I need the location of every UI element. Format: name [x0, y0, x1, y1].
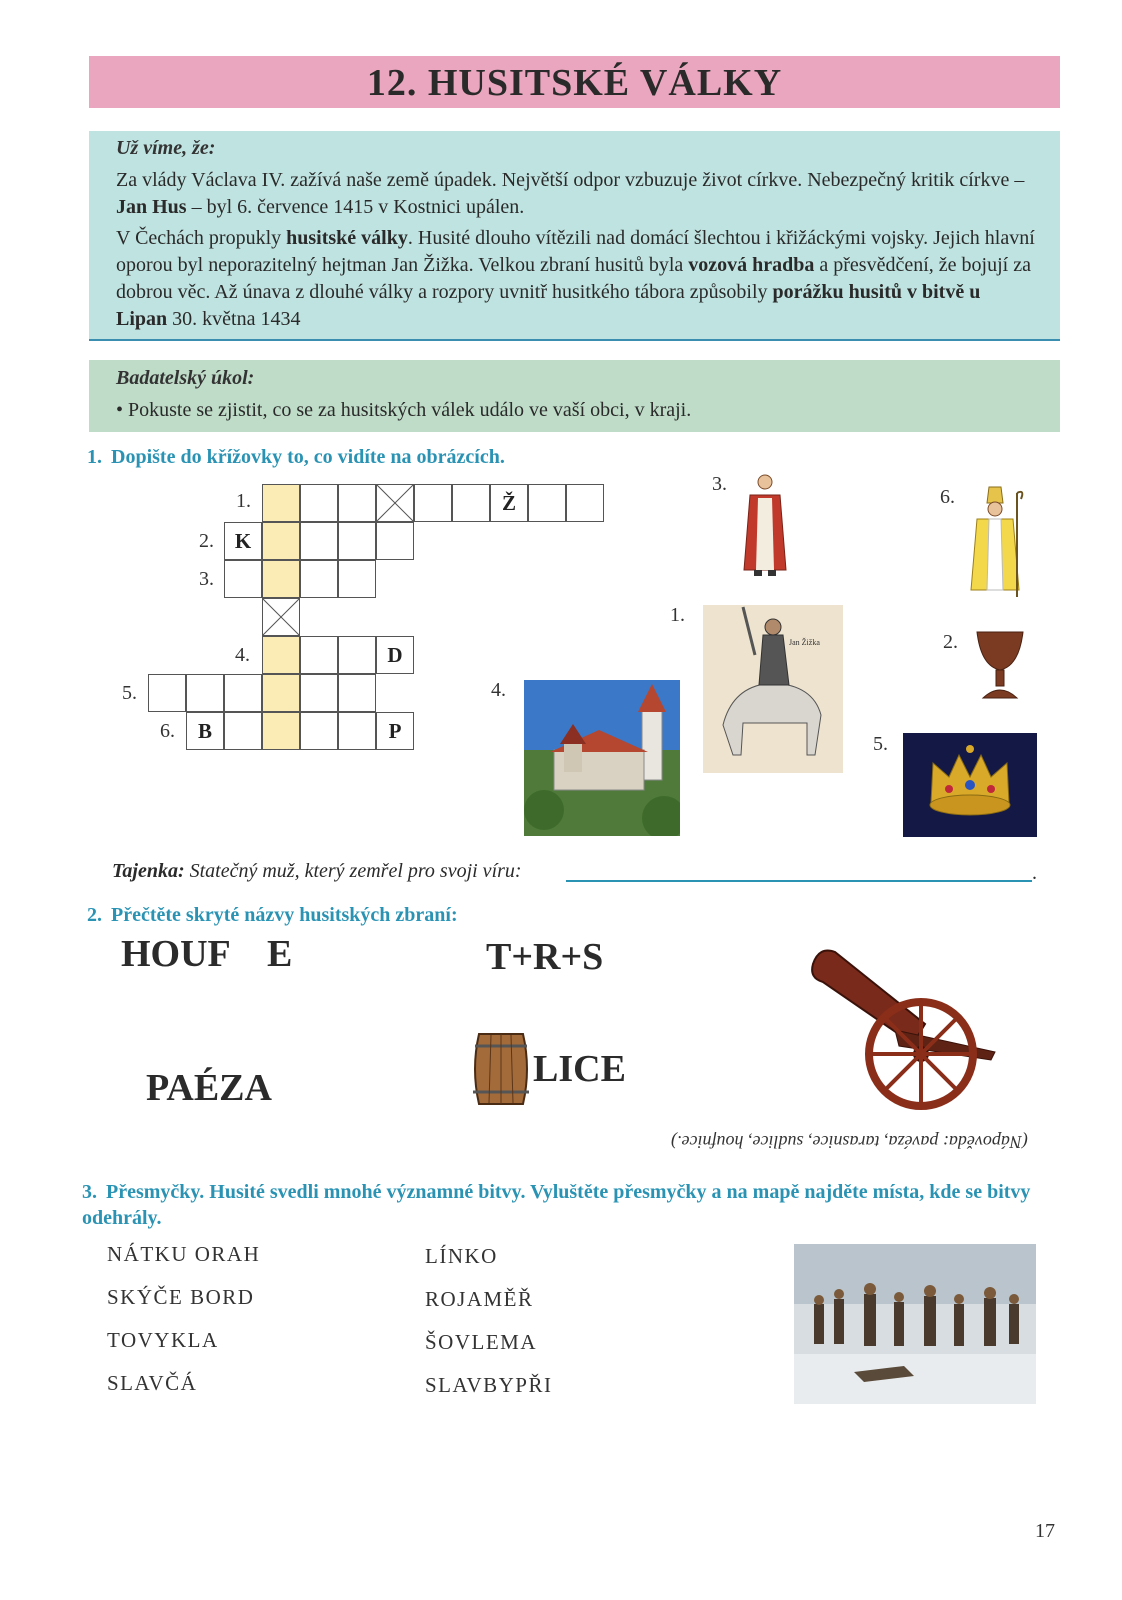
rebus-e: E	[267, 933, 293, 975]
crossword-cell[interactable]	[186, 674, 224, 712]
crossword-cell[interactable]: K	[224, 522, 262, 560]
crossword-cell[interactable]	[338, 484, 376, 522]
info-text: – byl 6. července 1415 v Kostnici upálen.	[186, 196, 525, 218]
crossword-cell[interactable]	[224, 560, 262, 598]
tajenka-answer-line[interactable]	[566, 880, 1032, 882]
crossword-blocked-cell	[262, 598, 300, 636]
rebus-houf: HOUF	[121, 933, 231, 975]
info-text: . Husité dlouho vítězili nad domácí šlechtou i křižáckými vojsky. Jejich hlavní oporou byl neporazitelný hejtman Jan Žižka. Velkou zbraní husitů byla	[116, 227, 1035, 276]
picture-number: 4.	[491, 679, 506, 701]
crossword-cell[interactable]	[224, 674, 262, 712]
question-text: Přesmyčky. Husité svedli mnohé významné bitvy. Vyluštěte přesmyčky a na mapě najděte místa, kde se bitvy odehrály.	[82, 1181, 1031, 1229]
barrel-icon	[471, 1032, 531, 1106]
question-3-title	[82, 1179, 1047, 1231]
crossword-cell[interactable]	[528, 484, 566, 522]
crossword-row-number: 2.	[199, 530, 214, 552]
anagram: TOVYKLA	[107, 1328, 219, 1352]
info-bold: husitské války	[286, 227, 408, 249]
crossword-row-number: 6.	[160, 720, 175, 742]
crossword-cell[interactable]	[338, 522, 376, 560]
tajenka-label: Tajenka:	[112, 860, 185, 882]
page-title: 12. HUSITSKÉ VÁLKY	[366, 62, 783, 104]
tajenka	[112, 860, 522, 883]
anagram: NÁTKU ORAH	[107, 1242, 261, 1266]
zizka-horse-image	[703, 605, 843, 773]
crossword-cell[interactable]	[300, 712, 338, 750]
crossword-cell[interactable]	[262, 560, 300, 598]
crossword-cell[interactable]	[376, 522, 414, 560]
crossword-cell[interactable]	[300, 484, 338, 522]
question-2-title	[87, 904, 458, 927]
crossword-cell[interactable]	[262, 712, 300, 750]
info-text: V Čechách propukly	[116, 227, 287, 249]
page-number: 17	[1035, 1520, 1055, 1542]
anagram: SLAVBYPŘI	[425, 1373, 553, 1397]
info-text: 30. května 1434	[167, 308, 301, 330]
rebus-trs: T+R+S	[486, 936, 604, 978]
picture-number: 1.	[670, 604, 685, 626]
anagram: LÍNKO	[425, 1244, 498, 1268]
anagram: SLAVČÁ	[107, 1371, 198, 1395]
crossword-row-number: 1.	[236, 490, 251, 512]
crossword-cell[interactable]	[338, 712, 376, 750]
crossword-cell[interactable]	[262, 674, 300, 712]
crossword-cell[interactable]: Ž	[490, 484, 528, 522]
tajenka-end: .	[1032, 862, 1037, 884]
research-task: • Pokuste se zjistit, co se za husitských válek událo ve vaší obci, v kraji.	[116, 399, 692, 421]
info-bold: vozová hradba	[688, 254, 815, 276]
crossword-cell[interactable]	[224, 712, 262, 750]
anagram: SKÝČE BORD	[107, 1285, 255, 1309]
question-number: 1.	[87, 446, 102, 468]
question-number: 3.	[82, 1181, 97, 1203]
crossword-cell[interactable]: D	[376, 636, 414, 674]
crossword-cell[interactable]	[262, 522, 300, 560]
info-bold: Jan Hus	[116, 196, 187, 218]
crossword-cell[interactable]	[300, 636, 338, 674]
crossword-cell[interactable]	[300, 522, 338, 560]
priest-image	[740, 470, 790, 580]
picture-number: 5.	[873, 733, 888, 755]
crossword-cell[interactable]	[338, 636, 376, 674]
crossword-blocked-cell	[376, 484, 414, 522]
crossword-cell[interactable]: P	[376, 712, 414, 750]
cannon-image	[805, 934, 1000, 1114]
crossword-cell[interactable]	[262, 484, 300, 522]
crossword-cell[interactable]	[300, 560, 338, 598]
anagram: ROJAMĚŘ	[425, 1287, 534, 1311]
question-number: 2.	[87, 904, 102, 926]
crown-image	[903, 733, 1037, 837]
rebus-lice: LICE	[533, 1048, 626, 1090]
crossword-row-number: 4.	[235, 644, 250, 666]
hint-text: (Nápověda: pavéza, tarasnice, sudlice, houfnice.)	[671, 1132, 1028, 1152]
battle-painting-image	[794, 1244, 1036, 1404]
picture-number: 3.	[712, 473, 727, 495]
rebus-paeza: PAÉZA	[146, 1067, 272, 1109]
bishop-image	[965, 485, 1025, 603]
info-bold: porážku husitů v bitvě u Lipan	[116, 281, 981, 330]
crossword-cell[interactable]: B	[186, 712, 224, 750]
info-paragraph-1	[116, 167, 1036, 221]
info-box	[89, 131, 1060, 341]
cross-icon	[377, 485, 413, 521]
tajenka-text: Statečný muž, který zemřel pro svoji víru:	[189, 860, 522, 882]
info-text: Za vlády Václava IV. zažívá naše země úpadek. Největší odpor vzbuzuje život církve. Nebezpečný kritik církve –	[116, 169, 1025, 191]
crossword-cell[interactable]	[262, 636, 300, 674]
svg-text:Jan Žižka: Jan Žižka	[789, 638, 820, 647]
question-1-title	[87, 446, 505, 469]
castle-image	[524, 680, 680, 836]
crossword-cell[interactable]	[566, 484, 604, 522]
info-text: a přesvědčení, že bojují za dobrou věc. Až únava z dlouhé války a rozpory uvnitř husitkého tábora způsobily	[116, 254, 1031, 303]
crossword-row-number: 3.	[199, 568, 214, 590]
research-label: Badatelský úkol:	[116, 367, 255, 389]
question-text: Dopište do křížovky to, co vidíte na obrázcích.	[111, 446, 505, 468]
crossword-cell[interactable]	[148, 674, 186, 712]
picture-number: 2.	[943, 631, 958, 653]
crossword-row-number: 5.	[122, 682, 137, 704]
chalice-image	[975, 630, 1025, 702]
cross-icon	[263, 599, 299, 635]
picture-number: 6.	[940, 486, 955, 508]
research-box	[89, 360, 1060, 432]
question-text: Přečtěte skryté názvy husitských zbraní:	[111, 904, 458, 926]
crossword-cell[interactable]	[452, 484, 490, 522]
crossword-cell[interactable]	[338, 674, 376, 712]
anagram: ŠOVLEMA	[425, 1330, 538, 1354]
title-bar	[89, 56, 1060, 108]
crossword-cell[interactable]	[300, 674, 338, 712]
crossword-cell[interactable]	[414, 484, 452, 522]
info-paragraph-2	[116, 225, 1036, 333]
info-label: Už víme, že:	[116, 137, 216, 159]
crossword-cell[interactable]	[338, 560, 376, 598]
